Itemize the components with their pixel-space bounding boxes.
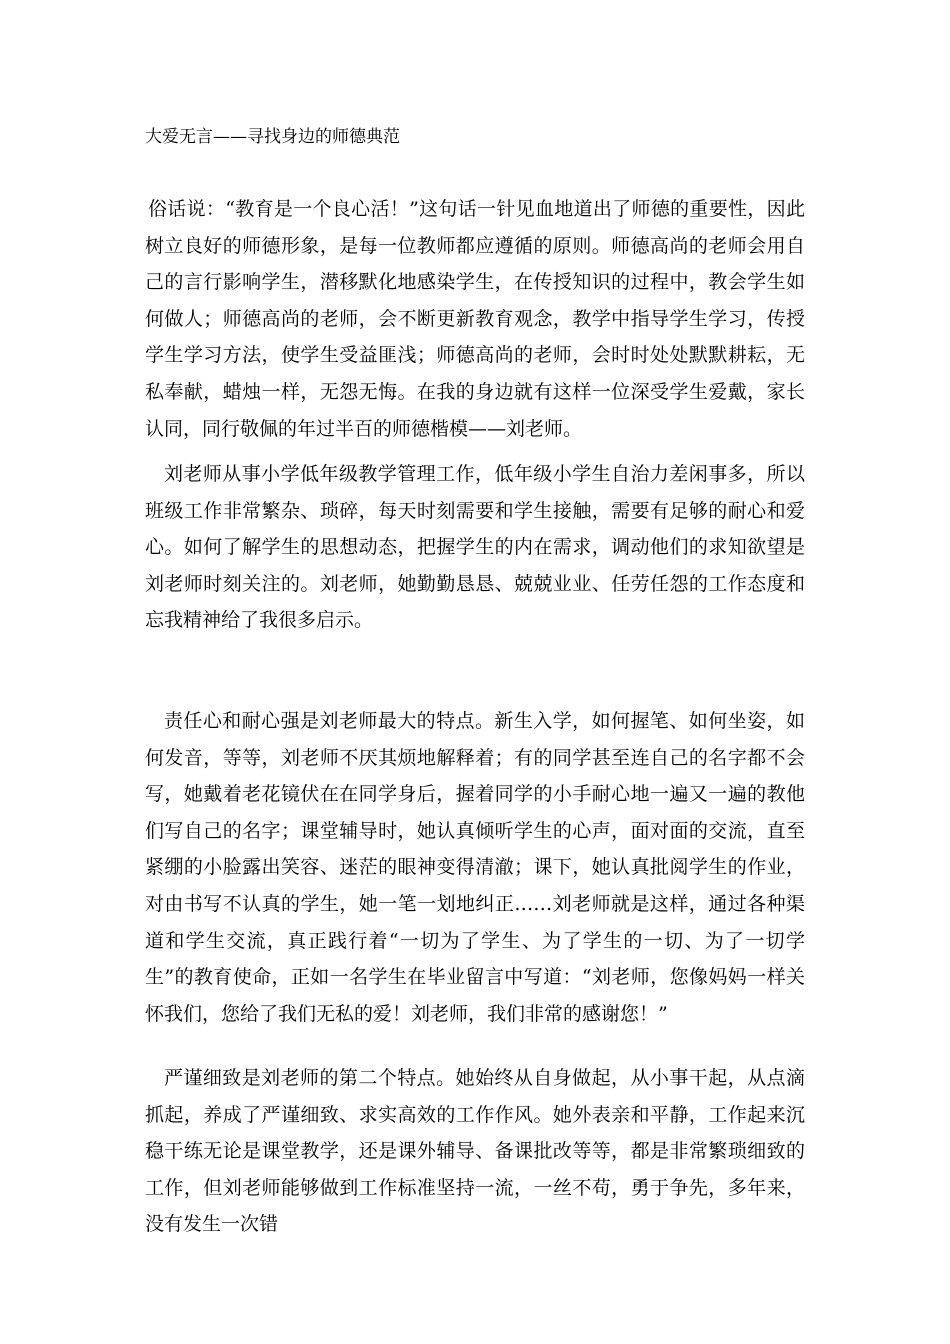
document-title: 大爱无言——寻找身边的师德典范 — [145, 127, 400, 147]
paragraph-work: 刘老师从事小学低年级教学管理工作，低年级小学生自治力差闲事多，所以班级工作非常繁杂、琐碎，每天时刻需要和学生接触，需要有足够的耐心和爱心。如何了解学生的思想动态，把握学生的内在需求，调动他们的求知欲望是刘老师时刻关注的。刘老师，她勤勤恳恳、兢兢业业、任劳任怨的工作态度和忘我精神给了我很多启示。 — [145, 463, 805, 632]
paragraph-responsibility: 责任心和耐心强是刘老师最大的特点。新生入学，如何握笔、如何坐姿，如何发音，等等，刘老师不厌其烦地解释着；有的同学甚至连自己的名字都不会写，她戴着老花镜伏在在同学身后，握着同学的小手耐心地一遍又一遍的教他们写自己的名字；课堂辅导时，她认真倾听学生的心声，面对面的交流，直至紧绷的小脸露出笑容、迷茫的眼神变得清澈；课下，她认真批阅学生的作业，对由书写不认真的学生，她一笔一划地纠正……刘老师就是这样，通过各种渠道和学生交流，真正践行着“一切为了学生、为了学生的一切、为了一切学生”的教育使命，正如一名学生在毕业留言中写道：“刘老师，您像妈妈一样关怀我们，您给了我们无私的爱！刘老师，我们非常的感谢您！” — [145, 710, 805, 1025]
paragraph-rigor: 严谨细致是刘老师的第二个特点。她始终从自身做起，从小事干起，从点滴抓起，养成了严谨细致、求实高效的工作作风。她外表亲和平静，工作起来沉稳干练无论是课堂教学，还是课外辅导、备课批改等等，都是非常繁琐细致的工作，但刘老师能够做到工作标准坚持一流，一丝不苟，勇于争先，多年来，没有发生一次错 — [145, 1067, 805, 1236]
paragraph-intro: 俗话说：“教育是一个良心活！”这句话一针见血地道出了师德的重要性，因此树立良好的师德形象，是每一位教师都应遵循的原则。师德高尚的老师会用自己的言行影响学生，潜移默化地感染学生，在传授知识的过程中，教会学生如何做人；师德高尚的老师，会不断更新教育观念，教学中指导学生学习，传授学生学习方法，使学生受益匪浅；师德高尚的老师，会时时处处默默耕耘，无私奉献，蜡烛一样，无怨无悔。在我的身边就有这样一位深受学生爱戴，家长认同，同行敬佩的年过半百的师德楷模——刘老师。 — [145, 198, 805, 440]
